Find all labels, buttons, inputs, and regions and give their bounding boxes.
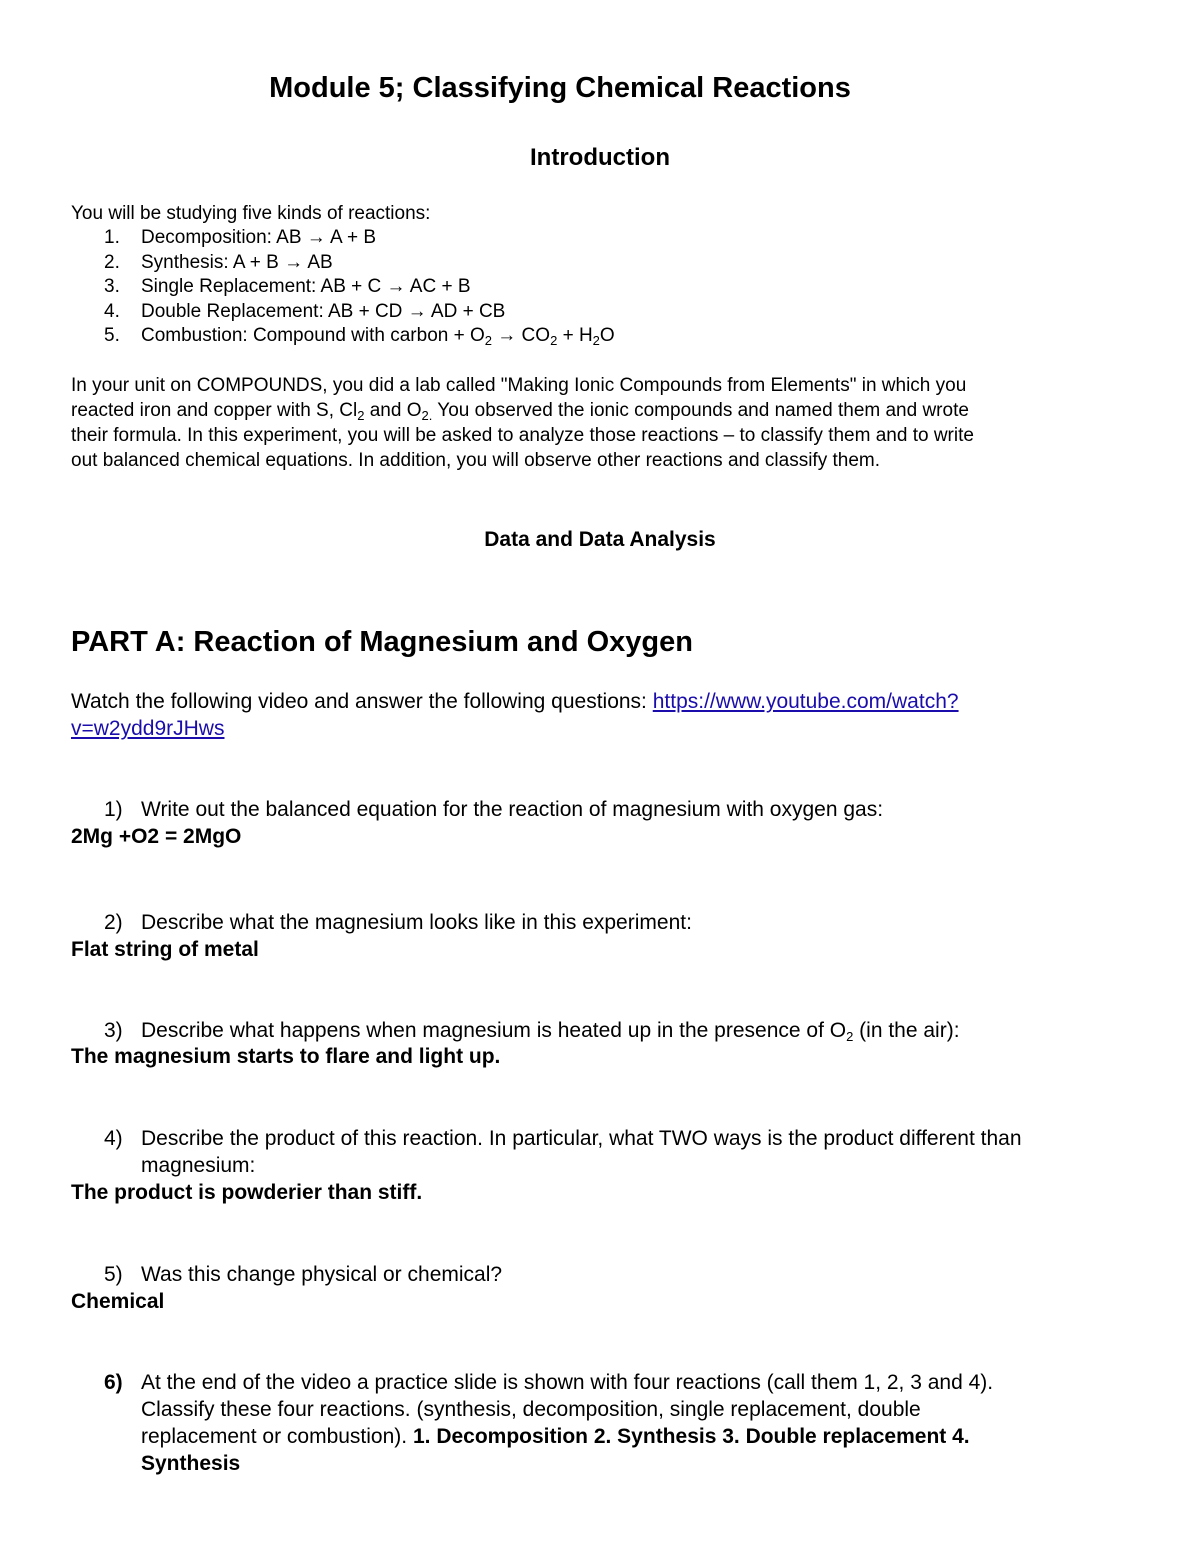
- introduction-heading: Introduction: [530, 144, 670, 171]
- question-2: 2) Describe what the magnesium looks like in this experiment:: [104, 911, 692, 934]
- list-item: 1. Decomposition: AB → A + B: [104, 227, 376, 248]
- question-4: 4) Describe the product of this reaction. In particular, what TWO ways is the product different than: [104, 1127, 1022, 1150]
- list-item: 3. Single Replacement: AB + C → AC + B: [104, 276, 471, 298]
- answer-4: The product is powderier than stiff.: [71, 1181, 423, 1204]
- document-page: Module 5; Classifying Chemical Reactions Introduction You will be studying five kinds of reactions: 1. Decomposition: AB → A + B 2. Synthesis: A + B → AB 3. Single Replacement: AB + C → AC + B 4. Double Replacement: AB + CD → AD + CB 5. Combustion: Compound with carbon + $O_2 \to CO_2 + H_2O$ In your unit on COMPOUNDS, you did a lab called "Making Ionic Compounds from Elements" in which you reacted iron and copper with S, $Cl_2$ and $O_{2.}$ You observed the ionic compounds and named them and wrote their formula. In this experiment, you will be asked to analyze those reactions – to classify them and to write out balanced chemical equations. In addition, you will observe other reactions and classify them. Data and Data Analysis PART A: Reaction of Magnesium and Oxygen Watch the following video and answer the following questions: https://www.youtube.com/watch? v=w2ydd9rJHws 1) Write out the balanced equation for the reaction of magnesium with oxygen gas: 2Mg +O2 = 2MgO 2) Describe what the magnesium looks like in this experiment: Flat string of metal 3) Describe what happens when magnesium is heated up in the presence of $O_2$ (in the air): The magnesium starts to flare and light up. 4) Describe the product of this reaction. In particular, what TWO ways is the product different than magnesium: The product is powderier than stiff. 5) Was this change physical or chemical? Chemical 6) At the end of the video a practice slide is shown with four reactions (call them 1, 2, 3 and 4). Classify these four reactions. (synthesis, decomposition, single replacement, double replacement or combustion). 1. Decomposition 2. Synthesis 3. Double replacement 4. Synthesis: [0, 0, 1200, 1553]
- answer-3: The magnesium starts to flare and light up.: [71, 1045, 501, 1068]
- data-analysis-heading: Data and Data Analysis: [484, 528, 716, 551]
- list-item: 2. Synthesis: A + B → AB: [104, 251, 333, 273]
- list-item: 5. Combustion: Compound with carbon + $O_2 \to CO_2 + H_2O$: [104, 325, 615, 349]
- watch-instruction: Watch the following video and answer the following questions: https://www.youtube.com/watch?: [71, 690, 959, 713]
- question-6: 6) At the end of the video a practice slide is shown with four reactions (call them 1, 2, 3 and 4). Classify these four reactions. (synthesis, decomposition, single replacement, double replacement or combustion). 1. Decomposition 2. Synthesis 3. Double replacement 4. Synthesis: [104, 1371, 994, 1475]
- question-3: 3) Describe what happens when magnesium is heated up in the presence of $O_2$ (in the air):: [104, 1019, 960, 1044]
- list-item: 4. Double Replacement: AB + CD → AD + CB: [104, 300, 506, 322]
- document-title: Module 5; Classifying Chemical Reactions: [269, 72, 851, 104]
- reaction-types-list: [104, 225, 615, 348]
- answer-1: 2Mg +O2 = 2MgO: [71, 825, 242, 848]
- introduction-paragraph: In your unit on COMPOUNDS, you did a lab called "Making Ionic Compounds from Elements" in which you reacted iron and copper with S, $Cl_2$ and $O_{2.}$ You observed the ionic compounds and named them and wrote their formula. In this experiment, you will be asked to analyze those reactions – to classify them and to write out balanced chemical equations. In addition, you will observe other reactions and classify them.: [71, 375, 974, 471]
- part-a-heading: PART A: Reaction of Magnesium and Oxygen: [71, 626, 693, 658]
- answer-6: 1. Decomposition 2. Synthesis 3. Double replacement 4.: [412, 1425, 970, 1448]
- question-5: 5) Was this change physical or chemical?: [104, 1263, 503, 1286]
- introduction-lead: You will be studying five kinds of reactions:: [71, 203, 431, 224]
- question-1: 1) Write out the balanced equation for the reaction of magnesium with oxygen gas:: [104, 798, 884, 821]
- answer-5: Chemical: [71, 1290, 165, 1313]
- video-link-continued[interactable]: v=w2ydd9rJHws: [71, 717, 225, 740]
- answer-2: Flat string of metal: [71, 938, 259, 961]
- video-link[interactable]: https://www.youtube.com/watch?: [652, 690, 959, 713]
